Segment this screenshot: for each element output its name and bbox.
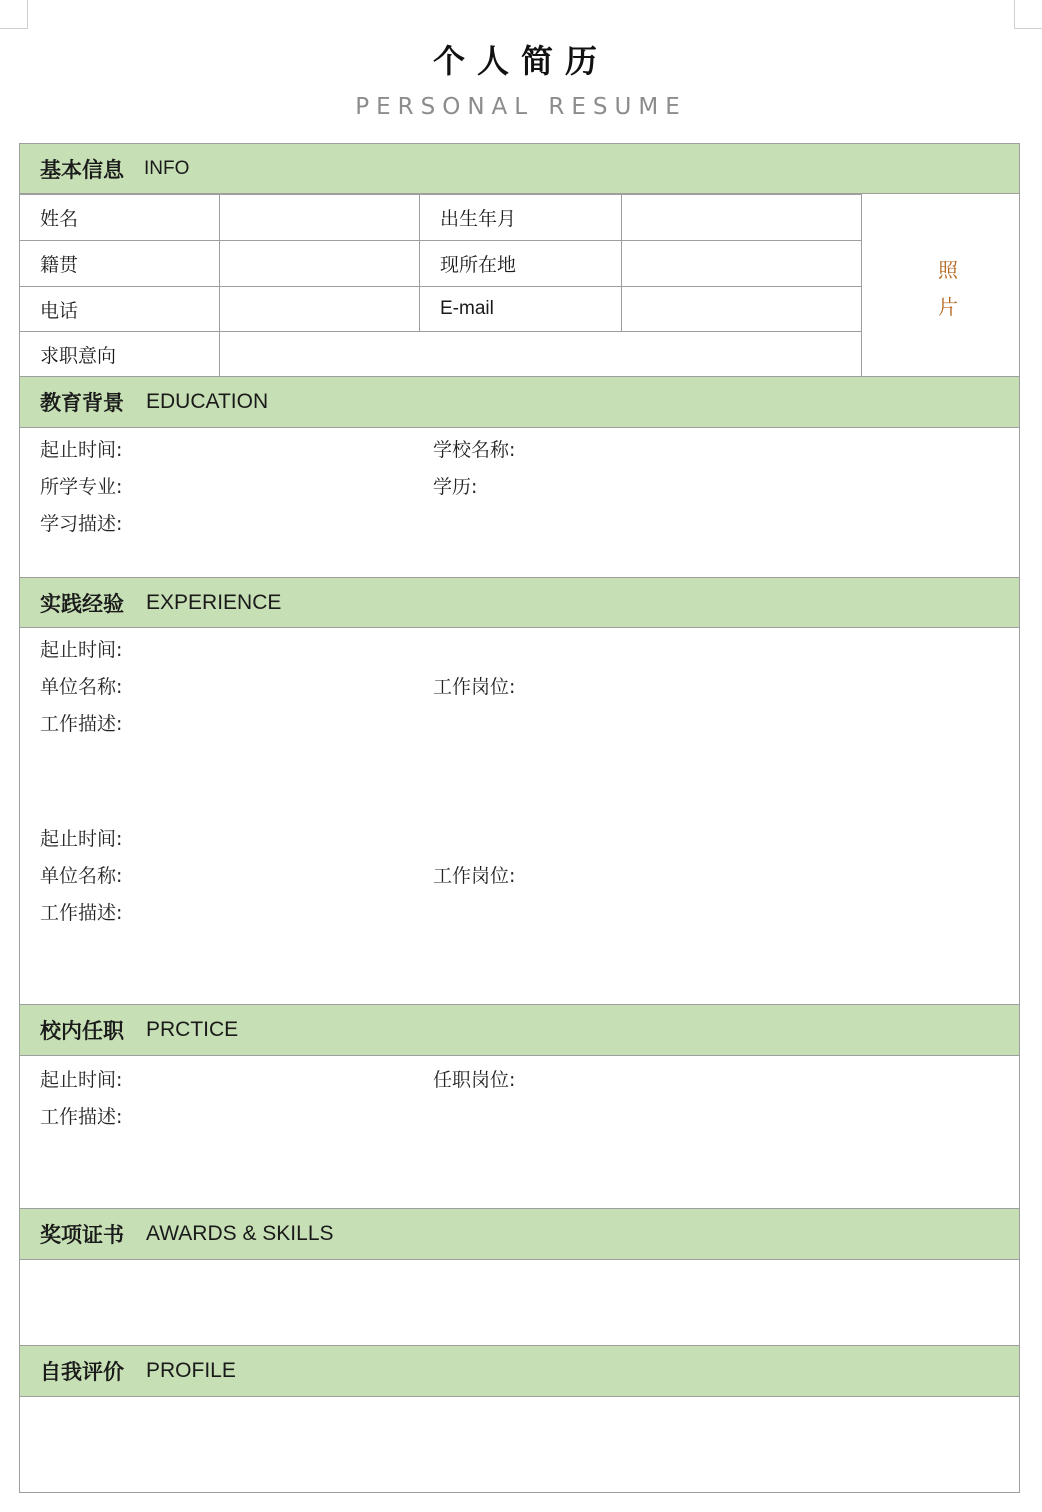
section-header-education <box>19 376 1020 428</box>
label-phone: 电话 <box>19 286 220 332</box>
section-title-cn: 校内任职 <box>40 1019 124 1043</box>
crop-mark <box>1014 28 1042 29</box>
value-hometown[interactable] <box>219 240 420 287</box>
crop-mark <box>1014 0 1015 28</box>
crop-mark <box>27 0 28 28</box>
practice-body <box>19 1056 1020 1209</box>
section-title-en: PRCTICE <box>146 1018 239 1041</box>
label-name: 姓名 <box>19 194 220 241</box>
experience-entry-2 <box>19 813 1020 1005</box>
label-location: 现所在地 <box>419 240 622 287</box>
practice-position-label: 任职岗位: <box>433 1069 516 1091</box>
edu-desc-label: 学习描述: <box>40 513 123 535</box>
exp-period-label: 起止时间: <box>40 639 123 661</box>
label-job-intent: 求职意向 <box>19 331 220 377</box>
edu-degree-label: 学历: <box>433 476 478 498</box>
section-header-awards <box>19 1208 1020 1260</box>
value-job-intent[interactable] <box>219 331 862 377</box>
exp-desc-label: 工作描述: <box>40 713 123 735</box>
exp-company-label: 单位名称: <box>40 865 123 887</box>
label-email: E-mail <box>419 286 622 332</box>
section-title-cn: 实践经验 <box>40 591 124 616</box>
section-header-experience <box>19 577 1020 628</box>
section-title-cn: 奖项证书 <box>40 1223 124 1247</box>
practice-period-label: 起止时间: <box>40 1069 123 1091</box>
exp-period-label: 起止时间: <box>40 828 123 850</box>
value-email[interactable] <box>621 286 862 332</box>
section-header-practice <box>19 1004 1020 1056</box>
section-title-cn: 教育背景 <box>40 391 124 415</box>
awards-body[interactable] <box>19 1260 1020 1346</box>
value-phone[interactable] <box>219 286 420 332</box>
value-location[interactable] <box>621 240 862 287</box>
profile-body[interactable] <box>19 1397 1020 1493</box>
section-title-en: EXPERIENCE <box>146 590 282 614</box>
section-title-en: INFO <box>144 157 190 179</box>
label-hometown: 籍贯 <box>19 240 220 287</box>
photo-label-1: 照 <box>938 258 958 282</box>
edu-school-label: 学校名称: <box>433 439 516 461</box>
value-name[interactable] <box>219 194 420 241</box>
edu-major-label: 所学专业: <box>40 476 123 498</box>
section-title-en: EDUCATION <box>146 390 269 413</box>
exp-company-label: 单位名称: <box>40 676 123 698</box>
section-header-info <box>19 143 1020 194</box>
page-title: 个人简历 <box>432 42 609 80</box>
section-header-profile <box>19 1345 1020 1397</box>
page-subtitle: PERSONAL RESUME <box>355 94 687 120</box>
experience-entry-1 <box>19 628 1020 814</box>
exp-position-label: 工作岗位: <box>433 865 516 887</box>
exp-desc-label: 工作描述: <box>40 902 123 924</box>
practice-desc-label: 工作描述: <box>40 1106 123 1128</box>
edu-period-label: 起止时间: <box>40 439 123 461</box>
education-body <box>19 428 1020 578</box>
exp-position-label: 工作岗位: <box>433 676 516 698</box>
photo-placeholder[interactable] <box>861 194 1020 377</box>
section-title-cn: 基本信息 <box>40 157 124 182</box>
crop-mark <box>0 28 28 29</box>
label-birth: 出生年月 <box>419 194 622 241</box>
section-title-cn: 自我评价 <box>40 1360 124 1384</box>
section-title-en: AWARDS & SKILLS <box>146 1222 334 1245</box>
photo-label-2: 片 <box>938 295 958 319</box>
section-title-en: PROFILE <box>146 1359 236 1382</box>
value-birth[interactable] <box>621 194 862 241</box>
